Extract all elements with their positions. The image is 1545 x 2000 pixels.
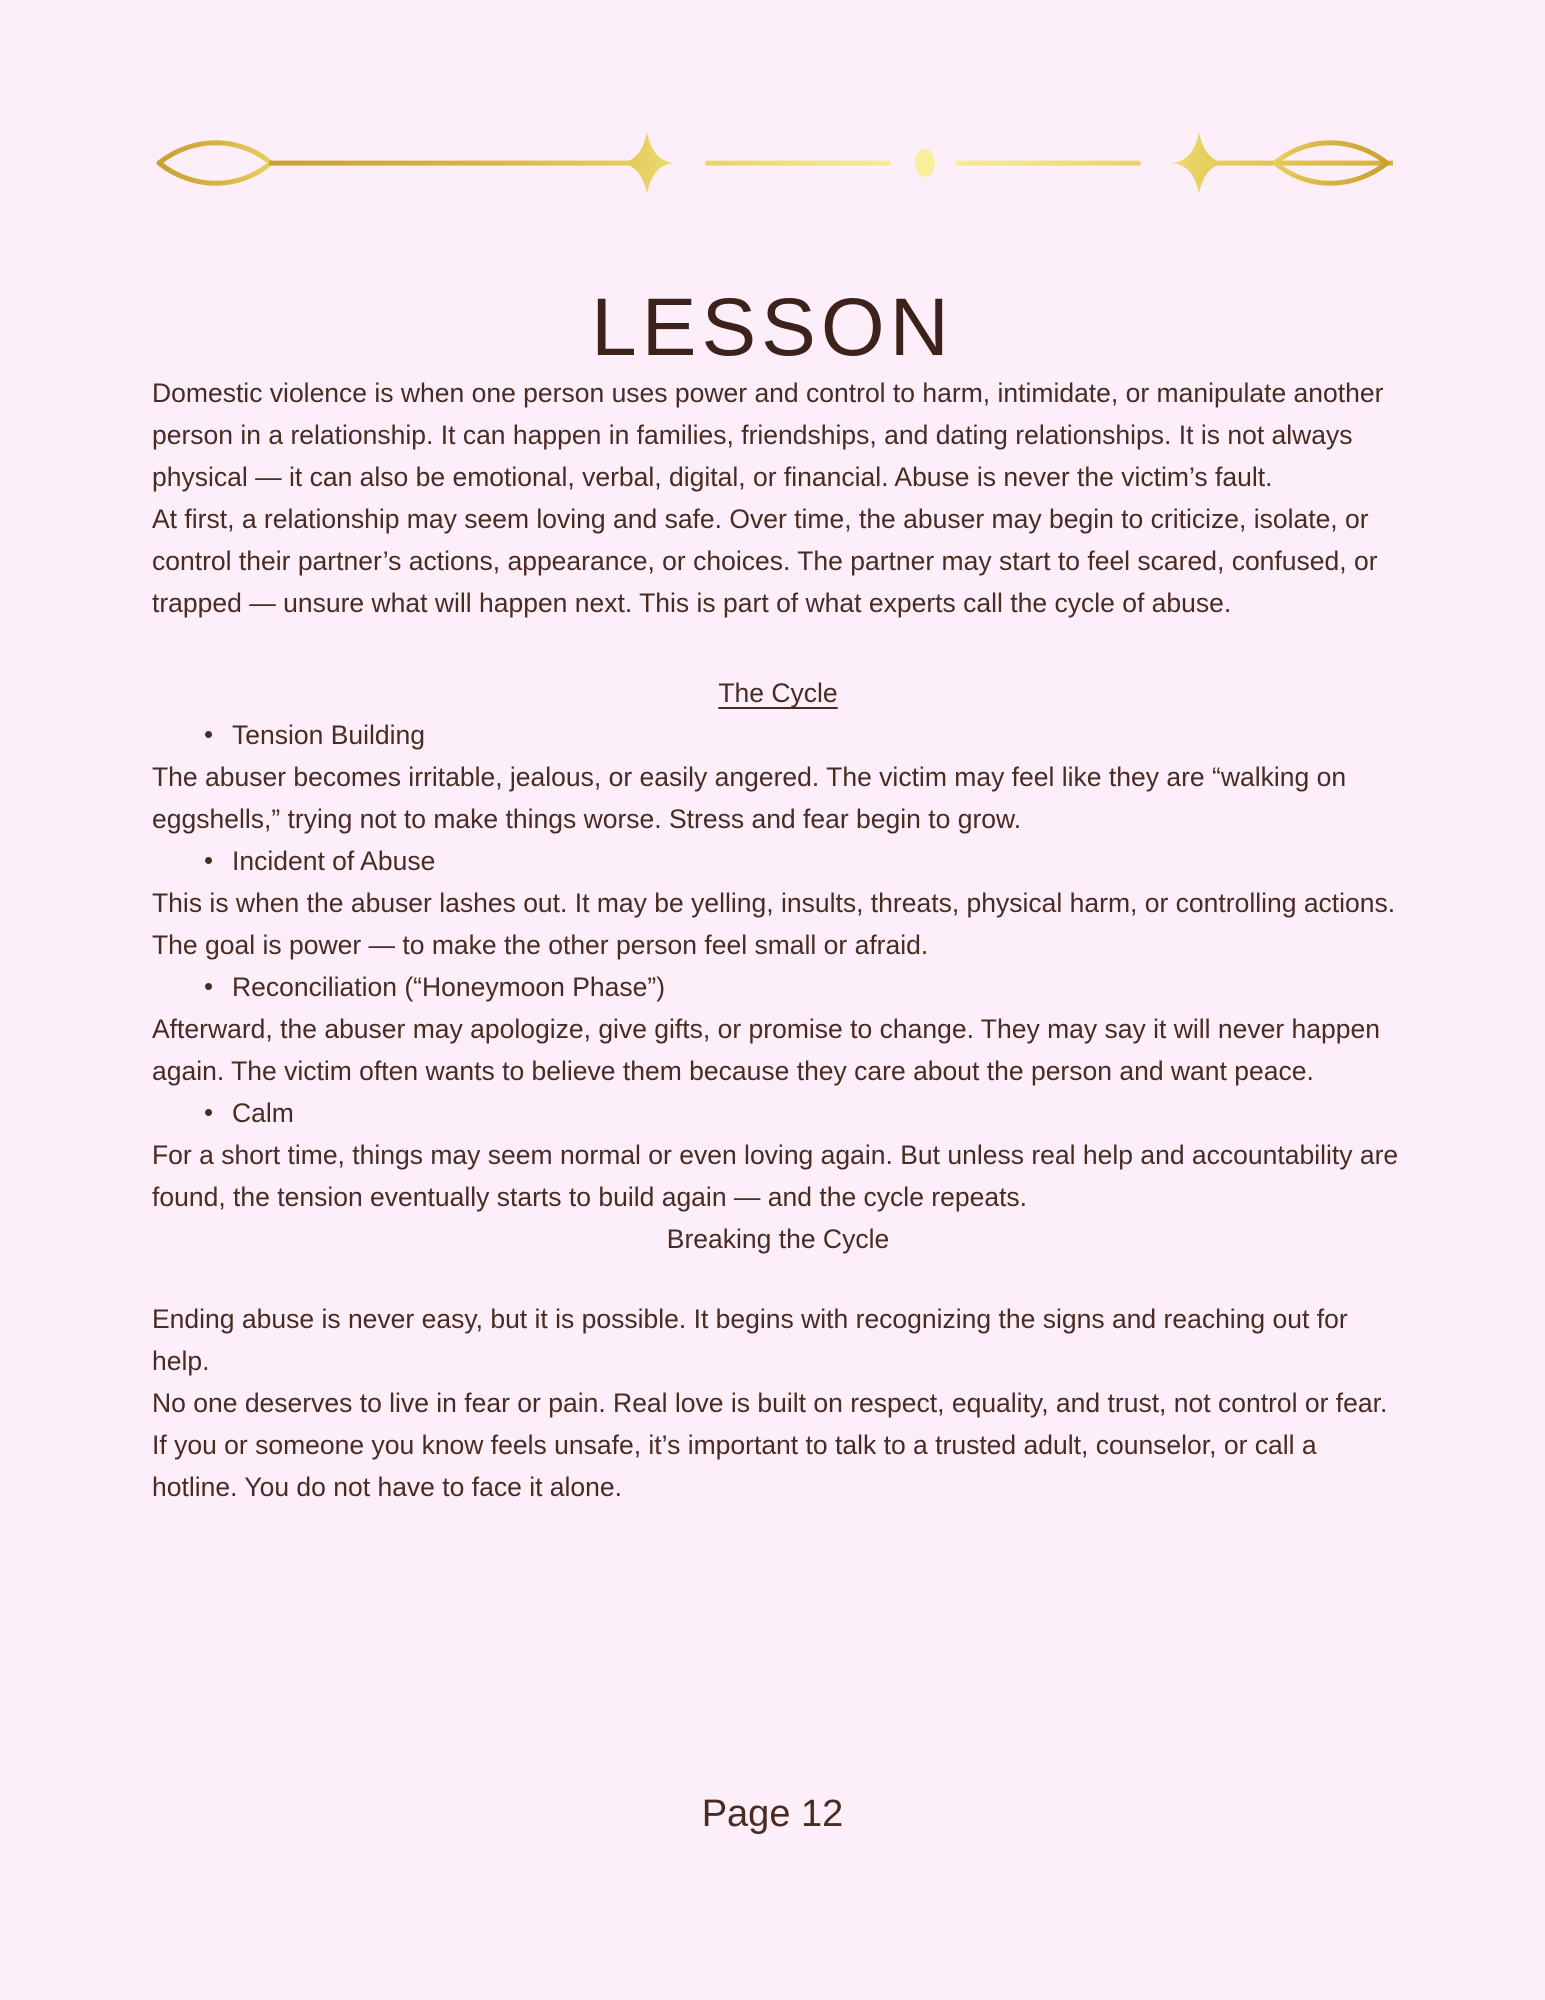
cycle-section-heading [152,672,1404,714]
cycle-stage-list [152,714,1404,756]
lesson-content [152,372,1404,1508]
cycle-stage-body: The abuser becomes irritable, jealous, or easily angered. The victim may feel like they are “walking on eggshells,” trying not to make things worse. Stress and fear begin to grow. [152,762,1347,834]
list-item: • Tension Building [204,714,1404,756]
intro-paragraph-1: Domestic violence is when one person uses power and control to harm, intimidate, or manipulate another person in a relationship. It can happen in families, friendships, and dating relationships. It is not always physical — it can also be emotional, verbal, digital, or financial. Abuse is never the victim’s fault. [152,378,1384,492]
divider-line-inner-left [705,161,891,166]
cycle-stage-body: Afterward, the abuser may apologize, give gifts, or promise to change. They may say it will never happen again. The victim often wants to believe them because they care about the person and want peace. [152,1014,1380,1086]
cycle-section-heading-text: The Cycle [718,678,838,708]
list-item: • Calm [204,1092,1404,1134]
divider-diamond-left-icon [617,132,677,194]
cycle-stage-body: This is when the abuser lashes out. It may be yelling, insults, threats, physical harm, or controlling actions. The goal is power — to make the other person feel small or afraid. [152,888,1396,960]
page-number: Page 12 [701,1793,844,1835]
page-title: LESSON [591,281,954,373]
spacer [152,624,1404,672]
cycle-stage-body: For a short time, things may seem normal or even loving again. But unless real help and accountability are found, the tension eventually starts to build again — and the cycle repeats. [152,1140,1399,1212]
spacer [152,1260,1404,1298]
divider-leaf-right-icon [1275,143,1387,184]
decorative-divider [0,128,1545,198]
divider-dot-icon [915,149,935,177]
divider-ornament-icon [153,128,1393,198]
cycle-stage-list [152,1092,1404,1134]
cycle-stage-list [152,840,1404,882]
cycle-stage-list [152,966,1404,1008]
breaking-paragraph-1: Ending abuse is never easy, but it is possible. It begins with recognizing the signs and reaching out for help. [152,1304,1348,1376]
list-item: • Incident of Abuse [204,840,1404,882]
intro-paragraph-2: At first, a relationship may seem loving and safe. Over time, the abuser may begin to criticize, isolate, or control their partner’s actions, appearance, or choices. The partner may start to feel scared, confused, or trapped — unsure what will happen next. This is part of what experts call the cycle of abuse. [152,504,1378,618]
divider-line-left [269,161,641,166]
divider-leaf-left-icon [159,143,271,184]
breaking-paragraph-3: If you or someone you know feels unsafe, it’s important to talk to a trusted adult, counselor, or call a hotline. You do not have to face it alone. [152,1430,1317,1502]
divider-line-inner-right [955,161,1141,166]
breaking-section-heading [152,1218,1404,1260]
list-item: • Reconciliation (“Honeymoon Phase”) [204,966,1404,1008]
breaking-paragraph-2: No one deserves to live in fear or pain. Real love is built on respect, equality, and trust, not control or fear. [152,1388,1388,1418]
breaking-section-heading-text: Breaking the Cycle [666,1224,890,1254]
